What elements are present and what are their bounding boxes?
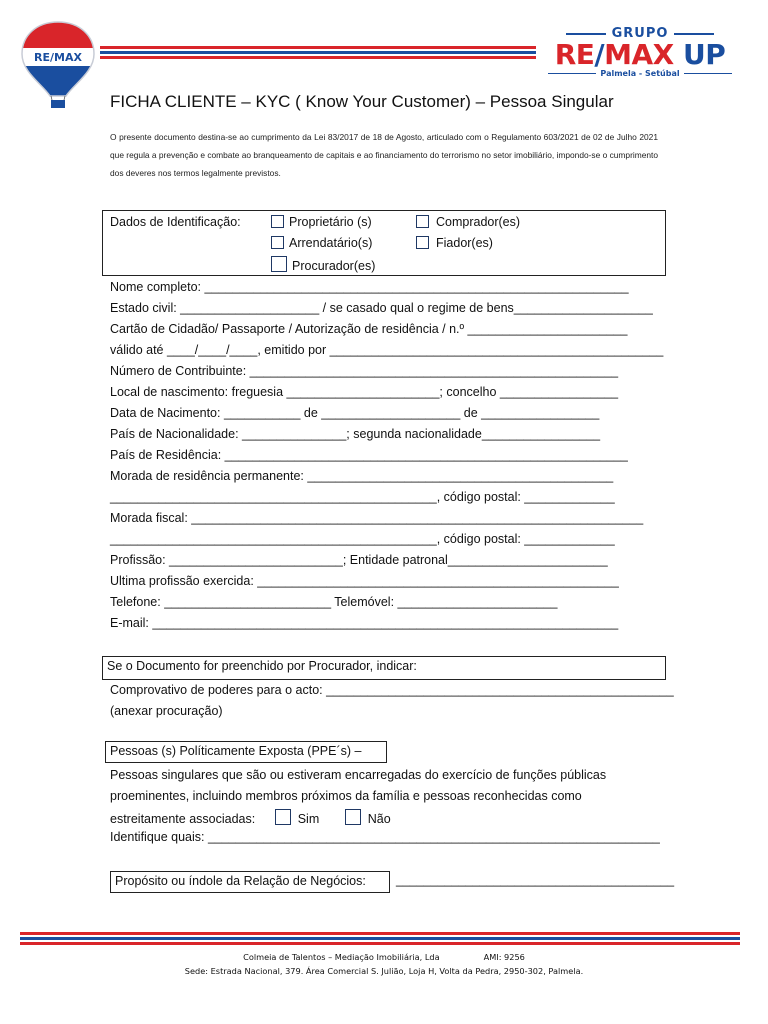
field-morada-fiscal-cp[interactable]: _______________________________________________, código postal: _____________ xyxy=(110,532,615,546)
footer-line-1: Colmeia de Talentos – Mediação Imobiliária, Lda AMI: 9256 xyxy=(243,952,525,962)
identification-box xyxy=(102,210,666,276)
field-morada-permanente[interactable]: Morada de residência permanente: ____________________________________________ xyxy=(110,469,614,483)
document-title: FICHA CLIENTE – KYC ( Know Your Customer) – Pessoa Singular xyxy=(110,92,614,111)
identification-label: Dados de Identificação: xyxy=(110,215,241,229)
checkbox-arrendatario[interactable]: Arrendatário(s) xyxy=(271,236,372,250)
ppe-yes-label: Sim xyxy=(297,812,320,826)
field-comprovativo-poderes[interactable]: Comprovativo de poderes para o acto: __________________________________________________ xyxy=(110,683,674,697)
field-email[interactable]: E-mail: ___________________________________________________________________ xyxy=(110,616,619,630)
field-nacionalidade[interactable]: País de Nacionalidade: _______________; segunda nacionalidade_________________ xyxy=(110,427,601,441)
brand-location: Palmela - Setúbal xyxy=(540,69,740,78)
field-local-nascimento[interactable]: Local de nascimento: freguesia ______________________; concelho _________________ xyxy=(110,385,619,399)
brand-group: GRUPO xyxy=(540,26,740,41)
checkbox-icon[interactable] xyxy=(416,215,429,228)
checkbox-icon[interactable] xyxy=(271,215,284,228)
footer-stripes xyxy=(20,932,740,946)
intro-paragraph: O presente documento destina-se ao cumprimento da Lei 83/2017 de 18 de Agosto, articulado com o Regulamento 603/2021 de 02 de Julho 2021 que regula a prevenção e combate ao branqueamento de capitais e ao financiamento do terrorismo no setor imobiliário, impondo-se o cumprimento dos deveres nos termos legalmente previstos. xyxy=(110,132,658,178)
footer-line-2: Sede: Estrada Nacional, 379. Área Comercial S. Julião, Loja H, Volta da Pedra, 2950-302, Palmela. xyxy=(184,966,584,976)
purpose-heading: Propósito ou índole da Relação de Negócios: xyxy=(110,871,390,893)
procurador-note: (anexar procuração) xyxy=(110,704,223,718)
field-pais-residencia[interactable]: País de Residência: __________________________________________________________ xyxy=(110,448,628,462)
field-validade[interactable]: válido até ____/____/____, emitido por ________________________________________________ xyxy=(110,343,664,357)
checkbox-proprietario[interactable]: Proprietário (s) xyxy=(271,215,372,229)
field-estado-civil[interactable]: Estado civil: ____________________ / se casado qual o regime de bens____________________ xyxy=(110,301,653,315)
ppe-description: Pessoas singulares que são ou estiveram encarregadas do exercício de funções públicas proeminentes, incluindo membros próximos da família e pessoas reconhecidas como xyxy=(110,768,607,803)
ppe-no-label: Não xyxy=(367,812,391,826)
ppe-association-row xyxy=(110,809,391,826)
field-telefone[interactable]: Telefone: ________________________ Telemóvel: _______________________ xyxy=(110,595,558,609)
remax-balloon-logo xyxy=(20,18,96,112)
checkbox-fiador[interactable]: Fiador(es) xyxy=(416,236,493,250)
field-ultima-profissao[interactable]: Ultima profissão exercida: ____________________________________________________ xyxy=(110,574,619,588)
checkbox-icon[interactable] xyxy=(271,236,284,249)
field-morada-permanente-cp[interactable]: _______________________________________________, código postal: _____________ xyxy=(110,490,615,504)
field-nome-completo[interactable]: Nome completo: _____________________________________________________________ xyxy=(110,280,629,294)
field-data-nascimento[interactable]: Data de Nacimento: ___________ de ____________________ de _________________ xyxy=(110,406,600,420)
field-morada-fiscal[interactable]: Morada fiscal: _________________________________________________________________ xyxy=(110,511,644,525)
field-cartao-cidadao[interactable]: Cartão de Cidadão/ Passaporte / Autorização de residência / n.º _______________________ xyxy=(110,322,628,336)
field-contribuinte[interactable]: Número de Contribuinte: _____________________________________________________ xyxy=(110,364,619,378)
brand-name: RE/MAX UP xyxy=(554,38,726,71)
checkbox-sim-icon[interactable] xyxy=(275,809,291,825)
field-proposito[interactable]: ________________________________________ xyxy=(396,873,675,887)
field-profissao[interactable]: Profissão: _________________________; Entidade patronal_______________________ xyxy=(110,553,608,567)
ppe-association-label: estreitamente associadas: xyxy=(110,812,256,826)
checkbox-icon[interactable] xyxy=(271,256,287,272)
checkbox-nao-icon[interactable] xyxy=(345,809,361,825)
procurador-heading: Se o Documento for preenchido por Procurador, indicar: xyxy=(102,656,666,680)
ppe-heading: Pessoas (s) Políticamente Exposta (PPE´s) – xyxy=(105,741,387,763)
brand-logo xyxy=(540,26,740,82)
header-stripes xyxy=(100,46,536,60)
checkbox-comprador[interactable]: Comprador(es) xyxy=(416,215,520,229)
field-identifique-quais[interactable]: Identifique quais: _________________________________________________________________ xyxy=(110,830,660,844)
balloon-logo-text: RE/MAX xyxy=(34,51,82,64)
checkbox-procurador[interactable]: Procurador(es) xyxy=(271,256,375,273)
checkbox-icon[interactable] xyxy=(416,236,429,249)
